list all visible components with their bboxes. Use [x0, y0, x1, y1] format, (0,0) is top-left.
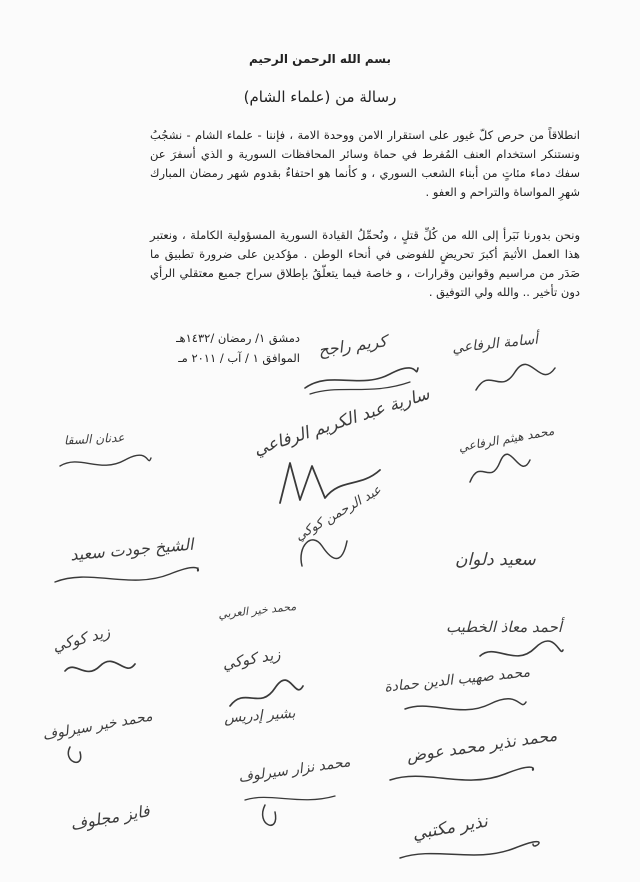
signature-scribble — [385, 762, 535, 792]
signature-name: نذير مكتبي — [410, 811, 490, 845]
date-block — [110, 328, 300, 368]
signature-scribble — [55, 448, 155, 478]
date-gregorian: الموافق ١ / آب / ٢٠١١ مـ — [178, 351, 300, 365]
signature-name: الشيخ جودت سعيد — [69, 534, 195, 565]
signature-name: محمد خير العربي — [217, 599, 297, 622]
signature-name: زيد كوكي — [50, 622, 112, 656]
signature-name: محمد خير سيرلوف — [41, 708, 154, 744]
signature-name: محمد نزار سيرلوف — [237, 754, 352, 786]
basmala-heading: بسم الله الرحمن الرحيم — [248, 52, 392, 66]
date-hijri: دمشق ١/ رمضان /١٤٣٢هـ — [176, 331, 300, 345]
signature-scribble — [465, 452, 535, 487]
signature-name: فايز مجلوف — [68, 801, 151, 834]
signature-name: عدنان السقا — [63, 430, 125, 448]
signature-scribble — [50, 562, 200, 592]
signature-name: بشير إدريس — [223, 705, 296, 727]
signature-name: أسامة الرفاعي — [451, 331, 539, 357]
signature-scribble — [250, 800, 290, 840]
signature-name: عبد الرحمن كوكي — [292, 482, 385, 545]
signature-scribble — [60, 742, 100, 772]
paragraph-2: ونحن بدورنا نَبَرأ إلى الله من كُلِّ قتلٍ ، ونُحمِّلُ القيادة السورية المسؤولية الكاملة ، ونعتبر هذا العمل الأثيمَ أكبرَ تحريضٍ للفوضى في أنحاء الوطن . مؤكدين على ضرورة تطبيق ما صَدَر من مراسيم وقوانين وقرارات ، و خاصة فيما يتعلّقُ بإطلاق سراح جميع معتقلي الرأي دون تأخير .. والله ولي التوفيق . — [150, 228, 580, 299]
signature-scribble — [60, 656, 140, 686]
signature-name: أحمد معاذ الخطيب — [446, 618, 563, 636]
signature-scribble — [395, 838, 535, 868]
signature-name: زيد كوكي — [220, 645, 282, 673]
signature-scribble — [400, 694, 530, 724]
signature-name: سارية عبد الكريم الرفاعي — [251, 384, 433, 460]
paragraph-1: انطلاقاً من حرص كلّ غيور على استقرار الامن ووحدة الامة ، فإننا - علماء الشام - نشجُبُ ونستنكر استخدام العنف المُفرط في حماة وسائر المحافظات السورية و الذي أسفرَ عن سفك دماء مئاتٍ من أبناء الشعب السوري ، و كأنما هو احتفاءٌ بقدوم شهر رمضان المبارك شهرِ المواساة والتراحم و العفو . — [150, 128, 580, 199]
signature-name: محمد هيثم الرفاعي — [457, 423, 556, 455]
signature-name: محمد صهيب الدين حمادة — [383, 664, 531, 696]
signature-scribble — [470, 360, 560, 400]
signature-name: سعيد دلوان — [455, 550, 536, 570]
signature-scribble — [475, 638, 565, 668]
signature-name: كريم راجح — [317, 331, 389, 360]
signature-scribble — [292, 526, 352, 576]
signature-name: محمد نذير محمد عوض — [405, 725, 559, 766]
letter-title: رسالة من (علماء الشام) — [243, 88, 397, 106]
